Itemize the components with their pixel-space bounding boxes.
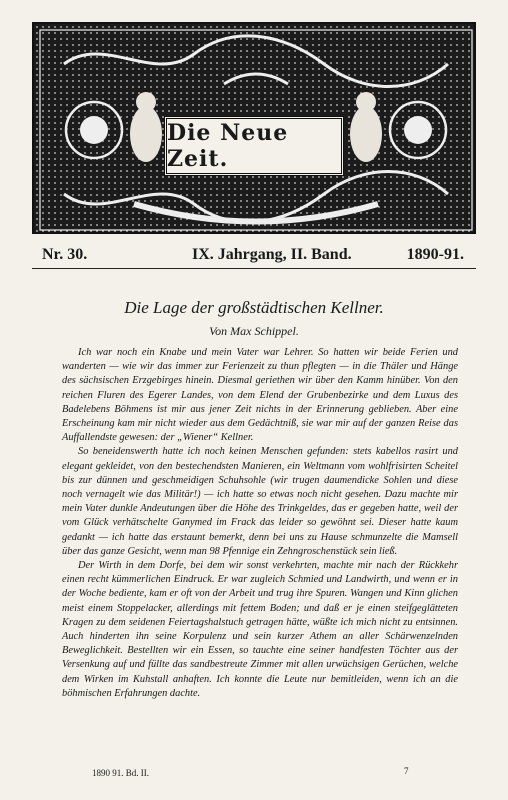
issue-years: 1890-91. [406,246,464,263]
paragraph: Der Wirth in dem Dorfe, bei dem wir sonst verkehrten, machte mir nach der Rückkehr einen recht kümmerlichen Eindruck. Er war zugleich Schmied und Landwirth, und wenn er in der Woche bediente, kam er oft von der Arbeit und trug ihre Spuren. Wangen und Kinn glichen meist einem Stoppelacker, allerdings mit fettem Boden; und daß er je einen steifgeglätteten Kragen zu dem seidenen Feiertagshalstuch getragen hätte, wüßte ich mich nicht zu entsinnen. Auch hinderten ihn seine Korpulenz und sein kurzer Athem an aller Schärwenzelnden Beweglichkeit. Bestellten wir ein Essen, so tauchte eine seiner handfesten Töchter aus der Versenkung auf und füllte das sandbestreute Zimmer mit allen urwüchsigen Gerüchen, welche dem Wirken im Kuhstall anhaften. Ich konnte die Leute nur bemitleiden, wenn ich an die böhmischen Erfahrungen dachte. [62,560,458,699]
paragraph: Ich war noch ein Knabe und mein Vater war Lehrer. So hatten wir beide Ferien und wanderten — wie wir das immer zur Ferienzeit zu thun pflegten — in die Thäler und Hänge des sächsischen Erzgebirges hinein. Diesmal geriethen wir über den Kamm hinüber. Von den reichen Fluren des Egerer Landes, von dem Elend der Grubenbezirke und dem Luxus des Badelebens Böhmens ist mir aus jener Zeit nichts in der Erinnerung geblieben. Aber eine Erscheinung kam mir nicht wieder aus dem Gedächtniß, sie war mir auf der ganzen Reise das Auffallendste gewesen: der „Wiener“ Kellner. [62,347,458,444]
issue-line [32,246,476,266]
divider [32,268,476,269]
article-title: Die Lage der großstädtischen Kellner. [124,298,384,317]
page-number: 7 [404,766,409,776]
issue-number: Nr. 30. [42,246,88,263]
masthead-ornament [32,22,476,234]
issue-volume: IX. Jahrgang, II. Band. [192,246,352,263]
footer-signature: 1890 91. Bd. II. [92,768,149,778]
masthead-title: Die Neue Zeit. [167,120,289,172]
article-body [62,346,458,701]
paragraph: So beneidenswerth hatte ich noch keinen Menschen gefunden: stets kabellos rasirt und elegant gekleidet, von den bestechendsten Manieren, ein Weltmann vom wohlfrisirten Scheitel bis zur dünnen und geschmeidigen Schuhsohle (wir trugen daumendicke Sohlen und diese noch vernagelt wie das Militär!) — ich hatte so etwas noch nicht gesehen. Dazu machte mir mein Vater dunkle Andeutungen über die Höhe des Trinkgeldes, das er gegeben hatte, weil der vom Glück verhätschelte Ganymed im Frack das leider so gewöhnt sei. Dieser hatte kaum gedankt — ich hatte das erstaunt bemerkt, denn bei uns zu Hause schmunzelte die Mamsell über das ganze Gesicht, wenn man 98 Pfennige ein Zehngroschenstück sein ließ. [62,446,458,557]
article-byline: Von Max Schippel. [209,324,299,338]
masthead-title-plaque [164,116,344,176]
